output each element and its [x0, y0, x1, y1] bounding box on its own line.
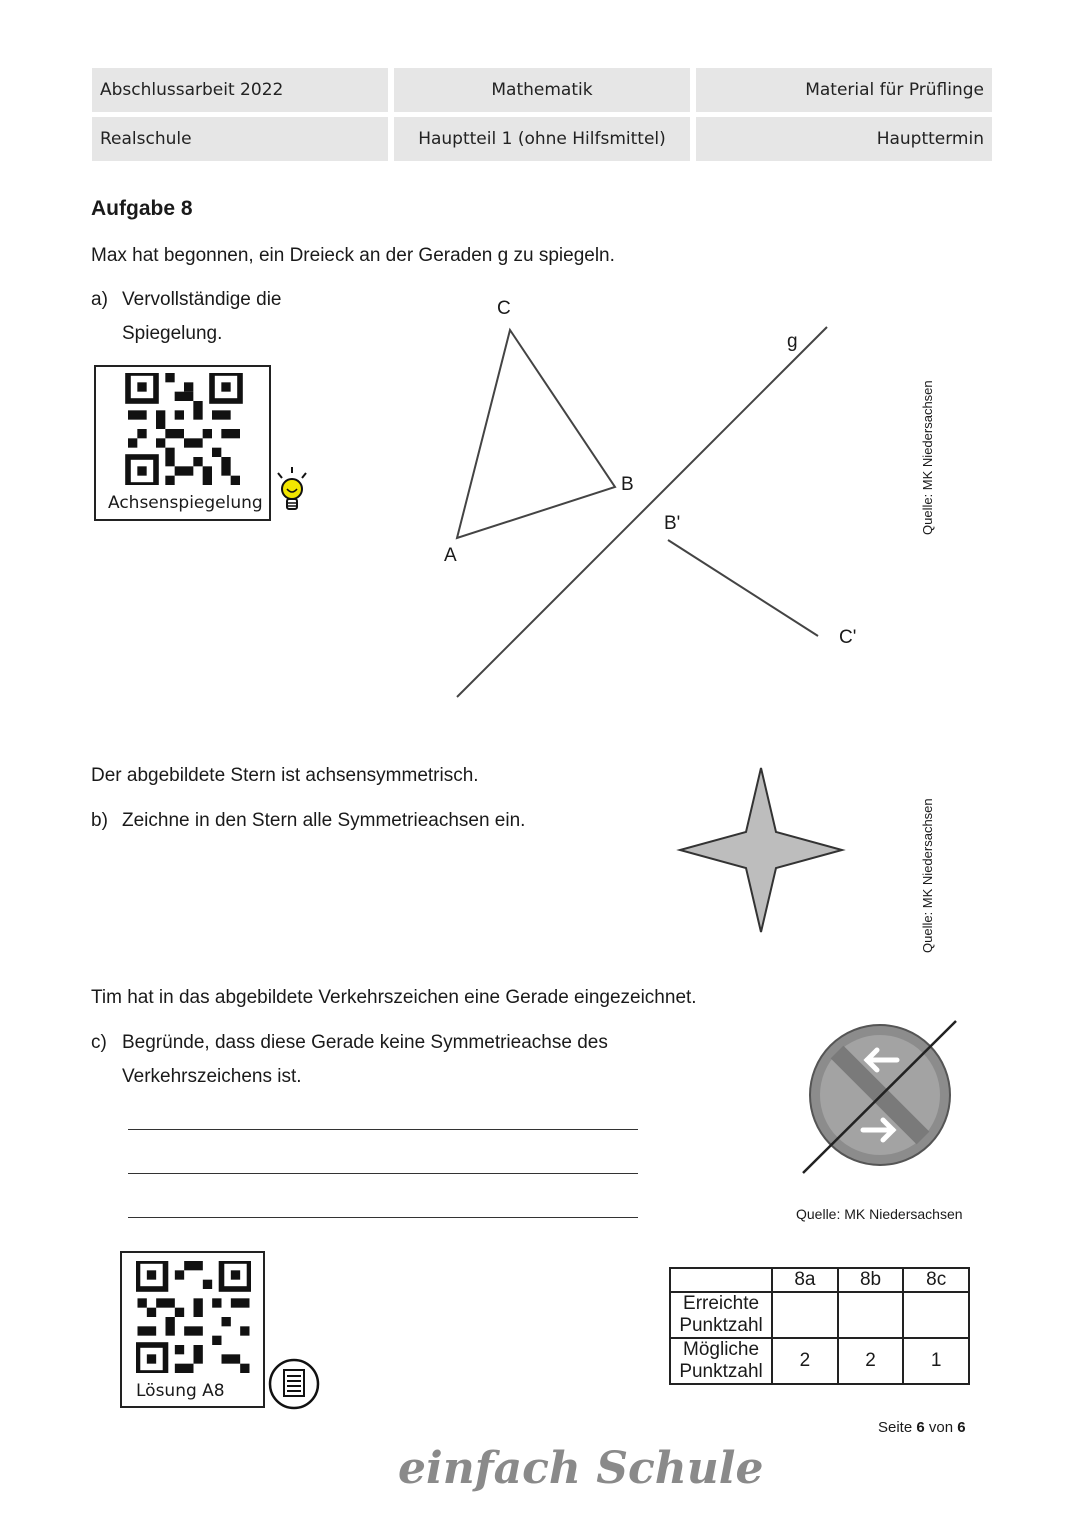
part-b-marker: b) — [91, 810, 108, 831]
page-total: 6 — [957, 1419, 966, 1436]
table-header-8c: 8c — [903, 1268, 969, 1292]
star-intro: Der abgebildete Stern ist achsensymmetrisch. — [91, 765, 479, 786]
header-subject-text: Mathematik — [491, 80, 593, 100]
qr-box-solution[interactable] — [120, 1251, 265, 1408]
achieved-8c[interactable] — [903, 1292, 969, 1338]
qr-label-solution: Lösung A8 — [136, 1381, 225, 1401]
label-c-prime: C' — [839, 627, 857, 648]
page-prefix: Seite — [878, 1419, 917, 1436]
page-current: 6 — [916, 1419, 925, 1436]
task-title: Aufgabe 8 — [91, 197, 193, 220]
part-c-marker: c) — [91, 1032, 107, 1053]
part-a-line1: Vervollständige die — [122, 289, 282, 310]
part-b-text: Zeichne in den Stern alle Symmetrieachsen ein. — [122, 810, 526, 831]
part-a-marker: a) — [91, 289, 108, 310]
source-vertical-1: Quelle: MK Niedersachsen — [920, 380, 935, 535]
reflection-figure — [420, 300, 860, 720]
possible-8c: 1 — [903, 1338, 969, 1384]
document-icon — [268, 1358, 320, 1410]
source-vertical-2: Quelle: MK Niedersachsen — [920, 798, 935, 953]
part-a-line2: Spiegelung. — [122, 323, 223, 344]
row-label-achieved-1: Erreichte — [683, 1293, 760, 1314]
header-school-text: Realschule — [100, 129, 192, 149]
table-header-8a: 8a — [772, 1268, 838, 1292]
lightbulb-icon — [272, 465, 312, 515]
points-table — [669, 1267, 970, 1385]
header-part-text: Hauptteil 1 (ohne Hilfsmittel) — [418, 129, 666, 149]
achieved-8b[interactable] — [838, 1292, 904, 1338]
segment-bp-cp — [668, 540, 818, 636]
header-date-text: Haupttermin — [876, 129, 984, 149]
header-school — [92, 117, 388, 161]
table-row — [670, 1268, 969, 1292]
table-row — [670, 1338, 969, 1384]
possible-8b: 2 — [838, 1338, 904, 1384]
traffic-sign-figure — [795, 1018, 965, 1183]
header-date — [696, 117, 992, 161]
possible-8a: 2 — [772, 1338, 838, 1384]
header-material-text: Material für Prüflinge — [805, 80, 984, 100]
qr-label-achsenspiegelung: Achsenspiegelung — [108, 493, 263, 513]
page-number — [878, 1416, 966, 1440]
qr-box-achsenspiegelung[interactable] — [94, 365, 271, 521]
row-label-possible-2: Punktzahl — [679, 1361, 763, 1382]
label-c: C — [497, 298, 511, 319]
label-a: A — [444, 545, 457, 566]
answer-line-2[interactable] — [128, 1173, 638, 1174]
table-header-8b: 8b — [838, 1268, 904, 1292]
row-label-possible-1: Mögliche — [683, 1339, 760, 1360]
achieved-8a[interactable] — [772, 1292, 838, 1338]
page-mid: von — [924, 1419, 958, 1436]
header-material — [696, 68, 992, 112]
source-sign: Quelle: MK Niedersachsen — [796, 1206, 963, 1222]
mirror-line-g — [457, 327, 827, 697]
four-point-star — [680, 768, 842, 932]
part-c-line2: Verkehrszeichens ist. — [122, 1066, 302, 1087]
table-corner — [670, 1268, 772, 1292]
row-label-possible — [670, 1338, 772, 1384]
header-exam — [92, 68, 388, 112]
row-label-achieved — [670, 1292, 772, 1338]
answer-line-3[interactable] — [128, 1217, 638, 1218]
table-row — [670, 1292, 969, 1338]
part-c-line1: Begründe, dass diese Gerade keine Symmetrieachse des — [122, 1032, 608, 1053]
triangle-abc — [457, 330, 615, 538]
label-b-prime: B' — [664, 513, 681, 534]
label-g: g — [787, 331, 798, 352]
sign-intro: Tim hat in das abgebildete Verkehrszeichen eine Gerade eingezeichnet. — [91, 987, 697, 1008]
header-part — [394, 117, 690, 161]
qr-code-icon — [124, 373, 244, 485]
row-label-achieved-2: Punktzahl — [679, 1315, 763, 1336]
label-b: B — [621, 474, 634, 495]
answer-line-1[interactable] — [128, 1129, 638, 1130]
star-figure — [676, 765, 846, 935]
task-intro: Max hat begonnen, ein Dreieck an der Geraden g zu spiegeln. — [91, 245, 615, 266]
header-subject — [394, 68, 690, 112]
brand-logo: einfach Schule — [398, 1443, 764, 1494]
qr-code-icon — [136, 1261, 251, 1373]
header-exam-text: Abschlussarbeit 2022 — [100, 80, 284, 100]
